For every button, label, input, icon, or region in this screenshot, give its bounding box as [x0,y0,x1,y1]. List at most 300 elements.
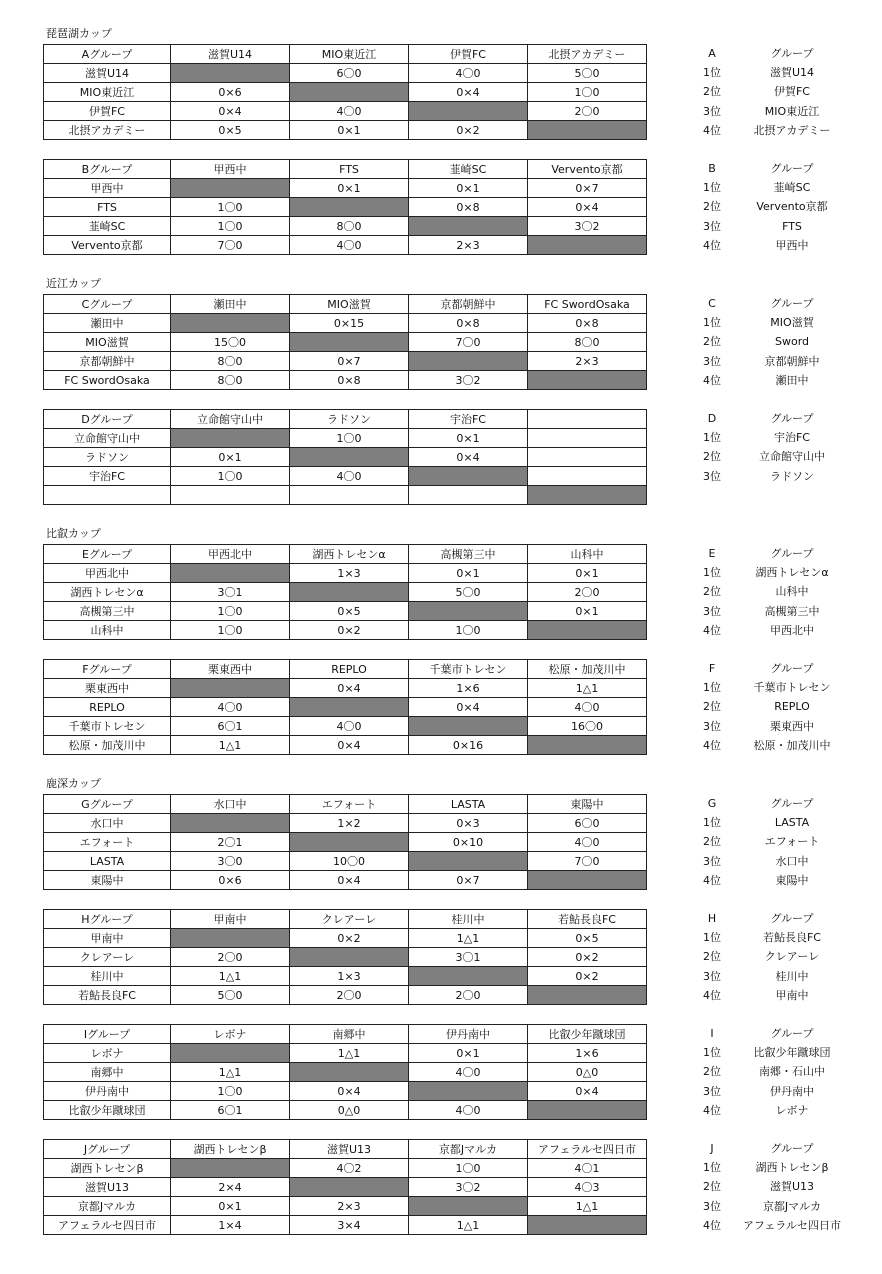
match-result: 4〇0 [171,698,290,717]
match-result: 1〇0 [409,1159,528,1178]
match-result: 1〇0 [409,621,528,640]
ranking-position: 1位 [703,566,721,580]
ranking-group-letter: F [708,662,716,675]
match-result: 0×4 [290,1082,409,1101]
match-result: 0×1 [409,1044,528,1063]
match-result: 0×1 [290,121,409,140]
self-match-cell [171,179,290,198]
ranking-position: 1位 [703,1046,721,1060]
match-result: 3〇2 [528,217,647,236]
ranking-position: 4位 [703,123,721,137]
self-match-cell [409,102,528,121]
match-result: 1×4 [171,1216,290,1235]
ranking-header [690,659,870,678]
ranking-position: 2位 [703,1065,721,1079]
ranking-group-label: グループ [770,797,814,810]
ranking-row [690,717,870,736]
ranking-position: 3位 [703,604,721,618]
match-result: 0×1 [290,179,409,198]
ranking-team: 韮崎SC [773,181,811,195]
table-row [44,967,647,986]
match-result: 2〇0 [290,986,409,1005]
table-row [44,679,647,698]
match-result: 6〇0 [290,64,409,83]
match-result: 3〇2 [409,371,528,390]
table-row [44,333,647,352]
match-result: 0×4 [171,102,290,121]
self-match-cell [290,948,409,967]
table-row [44,602,647,621]
ranking-group-letter: H [707,912,717,925]
ranking-team: ラドソン [770,469,814,483]
ranking-row [690,1082,870,1101]
self-match-cell [290,83,409,102]
ranking-position: 1位 [703,181,721,195]
match-result: 1×2 [290,814,409,833]
ranking-position: 4位 [703,238,721,252]
group-ranking [690,294,870,390]
group-name: Jグループ [44,1140,171,1159]
ranking-position: 4位 [703,623,721,637]
match-result: 1〇0 [171,602,290,621]
team-name: 甲南中 [44,929,171,948]
match-result: 3〇0 [171,852,290,871]
match-result: 5〇0 [528,64,647,83]
ranking-row [690,986,870,1005]
match-result: 7〇0 [528,852,647,871]
group-ranking [690,909,870,1005]
ranking-position: 2位 [703,1180,721,1194]
table-row [44,1101,647,1120]
table-row [44,64,647,83]
match-result: 6〇1 [171,1101,290,1120]
opponent-header: 南郷中 [290,1025,409,1044]
match-result: 1△1 [409,1216,528,1235]
team-name: 高槻第三中 [44,602,171,621]
ranking-row [690,447,870,466]
match-result: 16〇0 [528,717,647,736]
match-result: 4〇0 [290,102,409,121]
ranking-header [690,909,870,928]
match-result: 2〇0 [171,948,290,967]
team-name: 京都Jマルカ [44,1197,171,1216]
opponent-header: MIO滋賀 [290,295,409,314]
ranking-row [690,736,870,755]
table-row [44,736,647,755]
group-table [43,159,647,255]
ranking-row [690,82,870,101]
match-result: 0×4 [409,83,528,102]
ranking-team: FTS [782,219,802,233]
team-name: MIO東近江 [44,83,171,102]
ranking-row [690,832,870,851]
ranking-position: 4位 [703,738,721,752]
self-match-cell [290,583,409,602]
match-result: 0×8 [528,314,647,333]
match-result: 4〇2 [290,1159,409,1178]
group-name: Cグループ [44,295,171,314]
ranking-team: 東陽中 [775,873,809,887]
self-match-cell [171,314,290,333]
ranking-team: 山科中 [775,585,809,599]
ranking-position: 1位 [703,1161,721,1175]
self-match-cell [528,1216,647,1235]
ranking-row [690,467,870,486]
match-result: 2×3 [290,1197,409,1216]
ranking-row [690,967,870,986]
ranking-position: 4位 [703,1218,721,1232]
match-result: 5〇0 [171,986,290,1005]
ranking-team: クレアーレ [764,950,820,964]
match-result: 0×4 [409,448,528,467]
ranking-row [690,1101,870,1120]
opponent-header: 瀬田中 [171,295,290,314]
ranking-position: 1位 [703,66,721,80]
ranking-position: 3位 [703,1084,721,1098]
ranking-group-letter: A [708,47,716,60]
table-row [44,102,647,121]
opponent-header: 甲西北中 [171,545,290,564]
match-result: 2×4 [171,1178,290,1197]
ranking-group-label: グループ [770,1142,814,1155]
match-result: 15〇0 [171,333,290,352]
group-ranking [690,544,870,640]
opponent-header: レボナ [171,1025,290,1044]
ranking-group-letter: E [708,547,716,560]
match-result: 0×1 [409,429,528,448]
team-name: ラドソン [44,448,171,467]
ranking-position: 2位 [703,700,721,714]
team-name: 栗東西中 [44,679,171,698]
team-name: 立命館守山中 [44,429,171,448]
self-match-cell [290,333,409,352]
ranking-header [690,544,870,563]
opponent-header: REPLO [290,660,409,679]
ranking-group-label: グループ [770,297,814,310]
ranking-position: 2位 [703,335,721,349]
ranking-row [690,102,870,121]
match-result [528,429,647,448]
cup-title: 比叡カップ [46,527,101,540]
match-result: 3〇1 [171,583,290,602]
ranking-row [690,352,870,371]
table-row [44,929,647,948]
team-name: 山科中 [44,621,171,640]
ranking-position: 3位 [703,719,721,733]
ranking-row [690,1043,870,1062]
group-name: Iグループ [44,1025,171,1044]
group-name: Dグループ [44,410,171,429]
match-result: 0△0 [290,1101,409,1120]
opponent-header: 若鮎長良FC [528,910,647,929]
match-result: 1〇0 [171,198,290,217]
match-result: 0×2 [290,621,409,640]
team-name: MIO滋賀 [44,333,171,352]
ranking-position: 1位 [703,816,721,830]
opponent-header: ラドソン [290,410,409,429]
match-result: 1△1 [171,967,290,986]
ranking-row [690,813,870,832]
team-name: 比叡少年蹴球団 [44,1101,171,1120]
ranking-row [690,217,870,236]
ranking-team: 湖西トレセンα [755,566,829,580]
match-result: 1〇0 [171,1082,290,1101]
table-row [44,1044,647,1063]
match-result [171,486,290,505]
ranking-team: レボナ [775,1103,809,1117]
table-row [44,236,647,255]
ranking-position: 4位 [703,1103,721,1117]
team-name: 水口中 [44,814,171,833]
table-row [44,621,647,640]
self-match-cell [528,486,647,505]
team-name: クレアーレ [44,948,171,967]
ranking-row [690,678,870,697]
ranking-position: 3位 [703,1199,721,1213]
team-name: 韮崎SC [44,217,171,236]
match-result: 6〇0 [528,814,647,833]
ranking-team: 京都Jマルカ [762,1199,822,1213]
opponent-header: 桂川中 [409,910,528,929]
ranking-group-label: グループ [770,912,814,925]
ranking-group-letter: C [708,297,716,310]
match-result: 1〇0 [290,429,409,448]
match-result: 8〇0 [171,352,290,371]
opponent-header: エフォート [290,795,409,814]
match-result: 0×2 [528,948,647,967]
group-table [43,659,647,755]
team-name: 松原・加茂川中 [44,736,171,755]
group-name: Hグループ [44,910,171,929]
table-row [44,814,647,833]
team-name: 瀬田中 [44,314,171,333]
match-result: 1×3 [290,967,409,986]
match-result: 4〇1 [528,1159,647,1178]
ranking-row [690,582,870,601]
match-result: 2〇0 [528,583,647,602]
ranking-group-label: グループ [770,412,814,425]
match-result: 4〇0 [409,64,528,83]
group-ranking [690,44,870,140]
match-result: 4〇0 [290,467,409,486]
table-row [44,871,647,890]
self-match-cell [409,602,528,621]
ranking-team: 甲西中 [775,238,809,252]
team-name: 甲西中 [44,179,171,198]
match-result: 0×8 [409,198,528,217]
ranking-team: 千葉市トレセン [753,681,831,695]
self-match-cell [409,352,528,371]
ranking-header [690,1024,870,1043]
self-match-cell [290,1178,409,1197]
opponent-header: 北摂アカデミー [528,45,647,64]
team-name: 桂川中 [44,967,171,986]
group-header-row [44,295,647,314]
team-name: 伊丹南中 [44,1082,171,1101]
ranking-group-label: グループ [770,1027,814,1040]
opponent-header: Vervento京都 [528,160,647,179]
match-result: 6〇1 [171,717,290,736]
opponent-header: 千葉市トレセン [409,660,528,679]
table-row [44,948,647,967]
group-header-row [44,1140,647,1159]
match-result: 1△1 [290,1044,409,1063]
match-result: 0×4 [290,679,409,698]
ranking-group-label: グループ [770,547,814,560]
cup-title: 琵琶湖カップ [46,27,112,40]
cup-title: 近江カップ [46,277,101,290]
match-result [528,467,647,486]
ranking-team: Sword [774,335,810,349]
match-result: 0×7 [409,871,528,890]
group-header-row [44,910,647,929]
match-result: 0×15 [290,314,409,333]
team-name: 滋賀U13 [44,1178,171,1197]
match-result: 1〇0 [171,467,290,486]
match-result: 1×3 [290,564,409,583]
table-row [44,986,647,1005]
match-result: 4〇3 [528,1178,647,1197]
match-result: 0×1 [171,1197,290,1216]
table-row [44,1063,647,1082]
table-row [44,429,647,448]
ranking-team: エフォート [764,835,820,849]
group-ranking [690,659,870,755]
match-result: 8〇0 [171,371,290,390]
table-row [44,217,647,236]
ranking-position: 2位 [703,585,721,599]
table-row [44,583,647,602]
ranking-row [690,121,870,140]
ranking-row [690,621,870,640]
match-result [409,486,528,505]
ranking-position: 4位 [703,373,721,387]
group-header-row [44,795,647,814]
ranking-position: 3位 [703,469,721,483]
match-result: 4〇0 [290,236,409,255]
ranking-position: 2位 [703,950,721,964]
self-match-cell [409,1197,528,1216]
self-match-cell [290,448,409,467]
team-name: FTS [44,198,171,217]
team-name: REPLO [44,698,171,717]
match-result: 0×10 [409,833,528,852]
match-result: 4〇0 [528,833,647,852]
ranking-header [690,794,870,813]
ranking-position: 4位 [703,988,721,1002]
group-ranking [690,409,870,486]
group-header-row [44,545,647,564]
ranking-row [690,1177,870,1196]
match-result: 0×8 [409,314,528,333]
ranking-row [690,1197,870,1216]
opponent-header: FTS [290,160,409,179]
group-table [43,1139,647,1235]
ranking-team: 湖西トレセンβ [755,1161,829,1175]
ranking-position: 3位 [703,354,721,368]
match-result: 0×2 [409,121,528,140]
match-result: 1〇0 [171,621,290,640]
ranking-position: 2位 [703,85,721,99]
match-result: 0×8 [290,371,409,390]
match-result: 2〇0 [528,102,647,121]
match-result: 0×1 [528,564,647,583]
match-result: 0×4 [528,1082,647,1101]
ranking-team: 滋賀U13 [769,1180,815,1194]
self-match-cell [290,833,409,852]
team-name: 京都朝鮮中 [44,352,171,371]
match-result: 2〇1 [171,833,290,852]
table-row [44,352,647,371]
team-name: LASTA [44,852,171,871]
ranking-row [690,197,870,216]
cup-title: 鹿深カップ [46,777,101,790]
match-result: 7〇0 [409,333,528,352]
ranking-team: 伊丹南中 [770,1084,814,1098]
match-result: 1△1 [171,736,290,755]
opponent-header: 水口中 [171,795,290,814]
opponent-header: 松原・加茂川中 [528,660,647,679]
team-name: 南郷中 [44,1063,171,1082]
self-match-cell [528,736,647,755]
match-result: 1△1 [528,679,647,698]
ranking-row [690,697,870,716]
opponent-header: FC SwordOsaka [528,295,647,314]
team-name: Vervento京都 [44,236,171,255]
ranking-position: 2位 [703,450,721,464]
opponent-header: 甲西中 [171,160,290,179]
ranking-row [690,852,870,871]
ranking-row [690,63,870,82]
opponent-header: 立命館守山中 [171,410,290,429]
ranking-row [690,178,870,197]
ranking-team: 若鮎長良FC [762,931,821,945]
team-name: 東陽中 [44,871,171,890]
group-ranking [690,1024,870,1120]
ranking-group-letter: D [707,412,717,425]
match-result: 0×16 [409,736,528,755]
ranking-row [690,371,870,390]
self-match-cell [171,564,290,583]
match-result: 1△1 [171,1063,290,1082]
match-result: 8〇0 [528,333,647,352]
ranking-position: 2位 [703,835,721,849]
group-header-row [44,45,647,64]
self-match-cell [409,967,528,986]
table-row [44,833,647,852]
opponent-header: 比叡少年蹴球団 [528,1025,647,1044]
match-result: 3〇2 [409,1178,528,1197]
ranking-team: 栗東西中 [770,719,814,733]
group-header-row [44,410,647,429]
ranking-team: 松原・加茂川中 [753,738,831,752]
match-result: 1△1 [409,929,528,948]
ranking-team: 甲西北中 [770,623,814,637]
table-row [44,83,647,102]
ranking-team: 高槻第三中 [764,604,820,618]
table-row [44,198,647,217]
group-name: Fグループ [44,660,171,679]
table-row [44,121,647,140]
table-row [44,448,647,467]
group-table [43,909,647,1005]
ranking-group-letter: B [708,162,716,175]
opponent-header: 京都朝鮮中 [409,295,528,314]
table-row [44,179,647,198]
ranking-team: REPLO [774,700,810,714]
ranking-row [690,236,870,255]
team-name: 宇治FC [44,467,171,486]
